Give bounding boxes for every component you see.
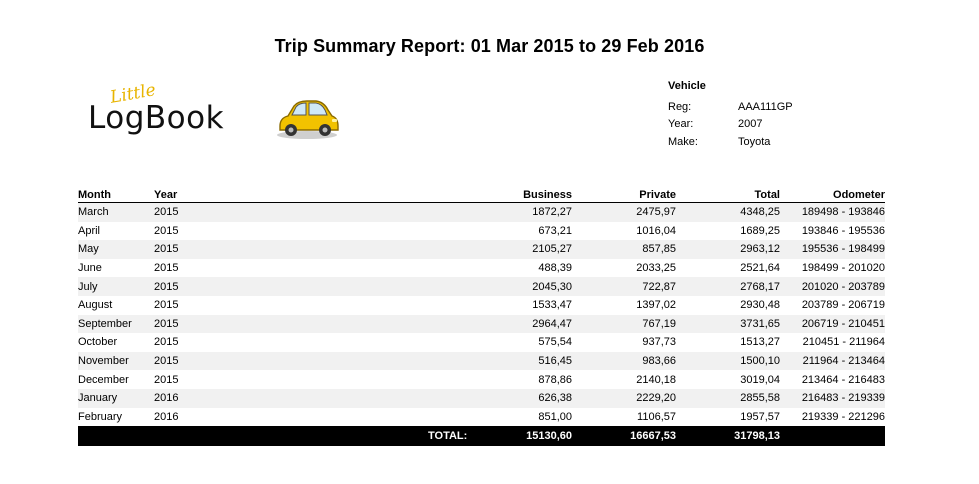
car-icon (274, 98, 340, 140)
cell-month: January (78, 389, 154, 408)
cell-total: 2768,17 (676, 277, 780, 296)
cell-odometer: 213464 - 216483 (801, 373, 885, 386)
cell-total: 1957,57 (740, 410, 780, 423)
cell-month: June (78, 262, 102, 275)
table-row (78, 240, 885, 259)
col-year: Year (154, 185, 214, 203)
totals-odometer (780, 426, 885, 446)
cell-total: 2930,48 (740, 299, 780, 312)
cell-month: November (78, 352, 154, 371)
cell-business: 2105,27 (214, 240, 572, 259)
cell-private: 2140,18 (636, 373, 676, 386)
vehicle-info (668, 80, 793, 151)
table-row (78, 222, 885, 241)
cell-business: 673,21 (538, 224, 572, 237)
cell-private: 2229,20 (572, 389, 676, 408)
cell-private: 2033,25 (636, 262, 676, 275)
cell-month: May (78, 240, 154, 259)
col-business: Business (214, 185, 572, 203)
cell-year: 2015 (154, 373, 179, 386)
cell-month: February (78, 410, 123, 423)
table-header-row (78, 185, 885, 203)
cell-odometer: 206719 - 210451 (780, 315, 885, 334)
cell-business: 2964,47 (214, 315, 572, 334)
totals-private: 16667,53 (572, 426, 676, 446)
cell-odometer: 219339 - 221296 (801, 410, 885, 423)
cell-business: 851,00 (538, 410, 572, 423)
cell-total: 2855,58 (676, 389, 780, 408)
table-row (78, 277, 885, 296)
cell-odometer: 198499 - 201020 (801, 262, 885, 275)
cell-odometer: 189498 - 193846 (780, 203, 885, 222)
cell-total: 1513,27 (740, 336, 780, 349)
totals-row (78, 426, 885, 446)
logo-little-text: Little (108, 80, 158, 108)
cell-odometer: 193846 - 195536 (801, 224, 885, 237)
year-value: 2007 (738, 118, 763, 131)
cell-private: 857,85 (572, 240, 676, 259)
cell-year: 2015 (154, 277, 214, 296)
cell-year: 2015 (154, 240, 214, 259)
cell-business: 488,39 (538, 262, 572, 275)
cell-business: 878,86 (538, 373, 572, 386)
cell-private: 722,87 (572, 277, 676, 296)
cell-total: 2963,12 (676, 240, 780, 259)
trip-summary-table (78, 185, 885, 446)
table-row (78, 370, 885, 389)
cell-odometer: 216483 - 219339 (780, 389, 885, 408)
cell-year: 2015 (154, 299, 179, 312)
cell-year: 2016 (154, 410, 179, 423)
cell-year: 2015 (154, 352, 214, 371)
report-title: Trip Summary Report: 01 Mar 2015 to 29 Feb 2016 (274, 36, 705, 56)
make-label: Make: (668, 135, 698, 148)
cell-business: 2045,30 (214, 277, 572, 296)
table-row (78, 259, 885, 278)
cell-month: August (78, 299, 113, 312)
cell-private: 2475,97 (572, 203, 676, 222)
totals-business-value: 15130,60 (526, 430, 572, 443)
make-value: Toyota (738, 135, 771, 148)
col-private: Private (572, 185, 676, 203)
reg-value: AAA111GP (738, 100, 793, 113)
cell-total: 1500,10 (676, 352, 780, 371)
cell-year: 2015 (154, 203, 214, 222)
totals-business (214, 426, 572, 446)
cell-month: July (78, 277, 154, 296)
totals-total: 31798,13 (676, 426, 780, 446)
table-row (78, 333, 885, 352)
cell-total: 1689,25 (740, 224, 780, 237)
cell-private: 983,66 (572, 352, 676, 371)
cell-odometer: 211964 - 213464 (780, 352, 885, 371)
cell-year: 2016 (154, 389, 214, 408)
table-row (78, 389, 885, 408)
cell-month: March (78, 203, 154, 222)
vehicle-reg-row (668, 98, 793, 116)
cell-month: April (78, 224, 101, 237)
cell-total: 2521,64 (740, 262, 780, 275)
cell-private: 1106,57 (637, 410, 676, 423)
cell-private: 1016,04 (636, 224, 676, 237)
cell-year: 2015 (154, 315, 214, 334)
cell-private: 767,19 (572, 315, 676, 334)
cell-business: 516,45 (214, 352, 572, 371)
logo-main-text: LogBook (88, 100, 225, 136)
cell-total: 3731,65 (676, 315, 780, 334)
table-row (78, 315, 885, 334)
table-row (78, 296, 885, 315)
cell-odometer: 210451 - 211964 (802, 336, 885, 349)
reg-label: Reg: (668, 100, 692, 113)
cell-odometer: 195536 - 198499 (780, 240, 885, 259)
cell-total: 3019,04 (740, 373, 780, 386)
cell-year: 2015 (154, 224, 179, 237)
table-row (78, 203, 885, 222)
vehicle-heading: Vehicle (668, 80, 706, 92)
little-logbook-logo (88, 80, 348, 148)
cell-odometer: 201020 - 203789 (780, 277, 885, 296)
cell-business: 626,38 (214, 389, 572, 408)
year-label: Year: (668, 118, 694, 131)
cell-private: 937,73 (642, 336, 676, 349)
cell-month: September (78, 315, 154, 334)
vehicle-make-row (668, 133, 793, 151)
cell-total: 4348,25 (676, 203, 780, 222)
totals-label: TOTAL: (428, 430, 468, 443)
cell-year: 2015 (154, 262, 179, 275)
cell-private: 1397,02 (636, 299, 676, 312)
cell-business: 575,54 (538, 336, 572, 349)
cell-year: 2015 (154, 336, 179, 349)
cell-month: December (78, 373, 129, 386)
col-odometer: Odometer (780, 185, 885, 203)
cell-business: 1533,47 (532, 299, 572, 312)
col-total: Total (676, 185, 780, 203)
table-row (78, 352, 885, 371)
cell-month: October (78, 336, 118, 349)
col-month: Month (78, 185, 154, 203)
cell-odometer: 203789 - 206719 (801, 299, 885, 312)
cell-business: 1872,27 (214, 203, 572, 222)
vehicle-year-row (668, 116, 793, 134)
table-row (78, 408, 885, 427)
